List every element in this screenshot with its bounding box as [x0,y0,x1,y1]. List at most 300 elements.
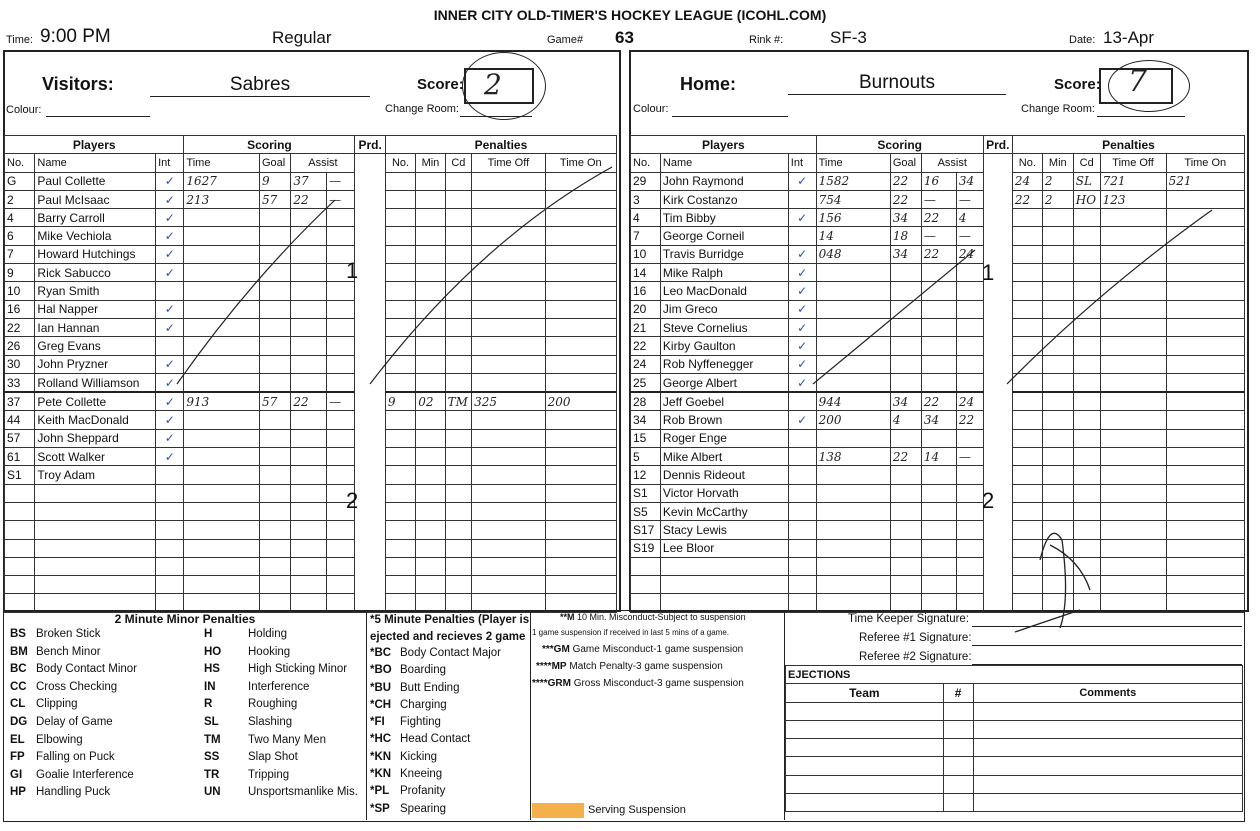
player-int-check: ✓ [788,264,816,282]
ejection-cell[interactable] [973,739,1242,757]
player-int-check: ✓ [788,172,816,190]
player-name: Paul Collette [35,172,156,190]
scoring-assist: — [921,190,956,208]
major-code: *HC [370,733,392,746]
player-number: S19 [631,539,661,557]
ejection-cell[interactable] [973,720,1242,738]
minor-code: HP [10,786,26,799]
visitors-colour-label: Colour: [6,104,42,116]
player-number: S17 [631,521,661,539]
player-number: G [5,172,35,190]
minor-code-2: H [204,628,213,640]
player-number: 4 [5,209,35,227]
player-int-check: ✓ [156,245,184,263]
scoring-goal: 9 [259,172,290,190]
minor-code: BS [10,628,26,640]
player-number: 14 [631,264,661,282]
scoring-goal: 57 [259,190,290,208]
player-name: Scott Walker [35,448,156,466]
minor-name-2: Slashing [248,715,293,728]
player-int-check: ✓ [788,355,816,373]
mp-code: ****MP [536,661,567,672]
visitors-col-name: Name [35,154,156,172]
player-number: S1 [5,466,35,484]
penalty-min: 2 [1042,190,1073,208]
minor-penalty-row [4,681,366,699]
scoring-assist2: — [956,190,983,208]
player-name: George Corneil [660,227,788,245]
penalty-time-off: 123 [1100,190,1166,208]
player-int-check: ✓ [788,318,816,336]
home-penalties-header: Penalties [1012,136,1244,154]
minor-code-2: UN [204,786,221,799]
mp-text: Match Penalty-3 game suspension [569,661,723,672]
visitors-col-goal: Goal [259,154,290,172]
ejection-cell[interactable] [786,757,944,775]
home-col-assist: Assist [921,154,983,172]
player-name: Hal Napper [35,300,156,318]
scoring-assist: 16 [921,172,956,190]
minor-list [4,628,366,804]
scoring-time: 213 [184,190,260,208]
major-name: Kicking [400,750,438,763]
minor-penalty-row [4,663,366,681]
major-penalty-row [368,803,530,820]
scoring-goal: 57 [259,392,290,411]
ejection-cell[interactable] [786,739,944,757]
player-int-check: ✓ [156,209,184,227]
scoring-assist: 22 [291,392,327,411]
game-label: Game# [547,34,584,46]
player-int-check: ✓ [788,300,816,318]
home-col-min: Min [1042,154,1073,172]
player-name: Jeff Goebel [660,392,788,411]
major-code: *BO [370,664,392,677]
player-int-check: ✓ [156,355,184,373]
player-number: 57 [5,429,35,447]
major-penalty-row [368,647,530,664]
player-number: 7 [5,245,35,263]
player-number: 16 [5,300,35,318]
minor-penalty-row [4,646,366,664]
gm-code: ***GM [542,644,570,655]
player-name: Ryan Smith [35,282,156,300]
scoring-assist: 14 [921,448,956,466]
penalty-time-on: 200 [545,392,616,411]
player-name: Howard Hutchings [35,245,156,263]
minor-code-2: TR [204,768,220,781]
home-penalty-slash [1007,210,1212,384]
date-value: 13-Apr [1103,28,1155,47]
player-name: Lee Bloor [660,539,788,557]
ejection-cell[interactable] [973,794,1242,812]
player-name: Victor Horvath [660,484,788,502]
player-name: Jim Greco [660,300,788,318]
ejection-cell[interactable] [943,702,973,720]
player-number: 4 [631,209,661,227]
player-number: 61 [5,448,35,466]
player-number: 10 [631,245,661,263]
player-number: 22 [631,337,661,355]
ejections-title: EJECTIONS [786,666,1243,684]
scoring-assist2: — [956,227,983,245]
minor-name-2: Holding [248,628,287,640]
minor-title: 2 Minute Minor Penalties [114,612,256,626]
player-int-check: ✓ [156,411,184,429]
timekeeper-line[interactable] [972,626,1242,627]
scoring-assist: 22 [921,209,956,227]
scoring-time: 913 [184,392,260,411]
visitors-col-int: Int [156,154,184,172]
player-name: Rolland Williamson [35,373,156,392]
major-penalty-row [368,751,530,768]
player-int-check: ✓ [156,392,184,411]
ejection-cell[interactable] [786,775,944,793]
scoring-assist2: 4 [956,209,983,227]
minor-code: BC [10,663,27,676]
minor-name-2: Two Many Men [248,733,326,746]
scoring-time: 156 [816,209,890,227]
scoring-time: 048 [816,245,890,263]
ref1-label: Referee #1 Signature: [859,632,972,644]
player-name: Mike Albert [660,448,788,466]
player-number: 12 [631,466,661,484]
minor-code: DG [10,715,28,728]
player-number: 16 [631,282,661,300]
ejection-cell[interactable] [943,757,973,775]
minor-code: EL [10,733,25,746]
scoring-assist2: — [956,448,983,466]
major-name: Kneeing [400,768,443,781]
player-name: John Raymond [660,172,788,190]
player-int-check: ✓ [156,300,184,318]
serving-swatch [532,803,584,818]
major-penalty-row [368,682,530,699]
player-int-check: ✓ [156,227,184,245]
penalty-cd: SL [1073,172,1100,190]
ejection-cell[interactable] [973,757,1242,775]
home-col-name: Name [660,154,788,172]
minor-code-2: IN [204,680,216,693]
player-name: Rob Nyffenegger [660,355,788,373]
major-code: *BC [370,647,392,659]
penalty-no: 9 [385,392,415,411]
visitors-score: 2 [484,68,502,101]
scoring-assist: 34 [921,411,956,429]
ejections-team-header: Team [786,684,944,702]
scoring-assist2: 22 [956,411,983,429]
visitors-prd-header: Prd. [355,136,385,154]
major-penalty-row [368,785,530,802]
minor-name-2: High Sticking Minor [248,663,348,676]
minor-code: FP [10,751,25,764]
player-number: 37 [5,392,35,411]
minor-name: Falling on Puck [36,751,115,764]
player-int-check: ✓ [156,264,184,282]
misconduct-block [532,612,784,689]
major-name: Head Contact [400,733,471,746]
visitors-scoring-header: Scoring [184,136,355,154]
minor-name-2: Slap Shot [248,751,298,764]
player-number: 34 [631,411,661,429]
minor-name: Goalie Interference [36,768,134,781]
scoring-goal: 34 [890,209,921,227]
scoring-assist2: — [327,190,355,208]
player-number: 2 [5,190,35,208]
home-team: Burnouts [788,72,1006,95]
minor-code: GI [10,768,23,781]
player-name: Mike Vechiola [35,227,156,245]
scoring-assist2: 34 [956,172,983,190]
m-text: 10 Min. Misconduct-Subject to suspension [577,612,746,622]
minor-name-2: Hooking [248,645,291,658]
player-name: Troy Adam [35,466,156,484]
player-number: 5 [631,448,661,466]
minor-penalty-row [4,751,366,769]
major-penalty-row [368,768,530,785]
major-name: Spearing [400,802,447,815]
major-code: *PL [370,785,390,798]
player-number: 28 [631,392,661,411]
player-name: Barry Carroll [35,209,156,227]
minor-penalty-row [4,716,366,734]
minor-name: Cross Checking [36,680,118,693]
player-number: 24 [631,355,661,373]
minor-name: Broken Stick [36,628,101,640]
player-name: Kevin McCarthy [660,502,788,520]
major-penalty-row [368,664,530,681]
visitors-col-no: No. [5,154,35,172]
ejection-cell[interactable] [943,794,973,812]
visitors-label: Visitors: [42,74,114,94]
player-name: Ian Hannan [35,318,156,336]
home-colour-label: Colour: [633,103,669,115]
home-players-header: Players [631,136,817,154]
home-period-2: 2 [982,488,995,513]
scoring-time: 944 [816,392,890,411]
scoring-assist2: 24 [956,392,983,411]
minor-code-2: HO [204,645,222,658]
game-type: Regular [272,28,332,47]
player-int-check: ✓ [156,373,184,392]
home-col-no: No. [631,154,661,172]
scoring-assist2: 24 [956,245,983,263]
player-name: Steve Cornelius [660,318,788,336]
player-name: Rob Brown [660,411,788,429]
minor-penalty-row [4,786,366,804]
minor-code: CC [10,680,27,693]
player-int-check: ✓ [788,209,816,227]
minor-name: Clipping [36,698,78,711]
player-name: Kirk Costanzo [660,190,788,208]
major-code: *FI [370,716,385,729]
visitors-col-time-off: Time Off [472,154,545,172]
grm-code: ****GRM [532,678,571,689]
minor-name: Delay of Game [36,715,113,728]
grm-text: Gross Misconduct-3 game suspension [573,678,744,689]
home-col-goal: Goal [890,154,921,172]
visitors-scoring-slash [177,200,335,384]
penalty-min: 2 [1042,172,1073,190]
scoring-assist: 22 [921,245,956,263]
player-number: 25 [631,373,661,392]
gm-text: Game Misconduct-1 game suspension [572,644,744,655]
visitors-team: Sabres [150,74,370,97]
major-list [368,647,530,820]
player-number: 33 [5,373,35,392]
scoring-assist2: — [327,172,355,190]
player-number: 15 [631,429,661,447]
visitors-penalties-header: Penalties [385,136,616,154]
scoring-time: 14 [816,227,890,245]
major-code: *KN [370,768,392,781]
player-name: Mike Ralph [660,264,788,282]
scoring-goal: 34 [890,245,921,263]
player-name: Roger Enge [660,429,788,447]
game-value: 63 [615,28,634,47]
ejection-cell[interactable] [943,775,973,793]
ejections-comments-header: Comments [973,684,1242,702]
visitors-period-2: 2 [346,488,359,513]
minor-name-2: Roughing [248,698,298,711]
divider-1 [366,610,367,820]
home-period-1: 1 [982,260,995,285]
major-name: Body Contact Major [400,647,501,659]
home-scoring-header: Scoring [816,136,983,154]
minor-name-2: Interference [248,680,310,693]
home-col-int: Int [788,154,816,172]
major-title: *5 Minute Penalties (Player is ejected and recieves 2 game [370,614,530,643]
minor-code-2: HS [204,663,220,676]
major-name: Butt Ending [400,681,460,694]
player-number: 30 [5,355,35,373]
player-name: George Albert [660,373,788,392]
major-penalty-row [368,733,530,750]
minor-code: BM [10,645,28,658]
penalty-cd: TM [445,392,472,411]
scoring-goal: 22 [890,448,921,466]
scoring-assist: 37 [291,172,327,190]
player-name: Dennis Rideout [660,466,788,484]
serving-label: Serving Suspension [588,804,686,816]
major-name: Charging [400,698,447,711]
home-col-time-on: Time On [1166,154,1244,172]
visitors-score-label: Score: [417,76,464,93]
player-int-check: ✓ [788,337,816,355]
player-number: 26 [5,337,35,355]
minor-name-2: Unsportsmanlike Mis. [248,786,358,799]
scoring-goal: 22 [890,172,921,190]
minor-code-2: SS [204,751,220,764]
home-scoring-slash [813,250,975,384]
minor-code-2: TM [204,733,221,746]
time-value: 9:00 PM [40,26,111,47]
visitors-players-header: Players [5,136,184,154]
major-code: *CH [370,698,392,711]
player-number: 10 [5,282,35,300]
penalty-no: 22 [1012,190,1042,208]
player-name: Stacy Lewis [660,521,788,539]
home-col-time-off: Time Off [1100,154,1166,172]
ejection-cell[interactable] [973,775,1242,793]
player-int-check: ✓ [156,318,184,336]
minor-penalty-row [4,734,366,752]
penalty-min: 02 [416,392,445,411]
ref1-line[interactable] [972,645,1242,646]
player-name: Travis Burridge [660,245,788,263]
ejection-cell[interactable] [786,794,944,812]
home-score: 7 [1128,64,1148,99]
major-penalty-row [368,716,530,733]
player-number: 7 [631,227,661,245]
ejection-cell[interactable] [786,702,944,720]
ejection-cell[interactable] [973,702,1242,720]
minor-name: Body Contact Minor [36,663,137,676]
rink-value: SF-3 [830,28,867,47]
player-int-check: ✓ [788,373,816,392]
penalty-cd: HO [1073,190,1100,208]
player-int-check: ✓ [156,429,184,447]
penalty-time-off: 325 [472,392,545,411]
ejection-cell[interactable] [943,739,973,757]
player-name: Leo MacDonald [660,282,788,300]
minor-penalty-row [4,628,366,646]
ref2-label: Referee #2 Signature: [859,651,972,663]
player-number: 21 [631,318,661,336]
penalty-no: 24 [1012,172,1042,190]
player-name: Pete Collette [35,392,156,411]
scoring-assist: 22 [921,392,956,411]
scoring-goal: 18 [890,227,921,245]
visitors-penalty-slash [370,167,612,384]
minor-code-2: R [204,698,213,711]
home-col-time: Time [816,154,890,172]
player-int-check: ✓ [788,282,816,300]
player-name: Keith MacDonald [35,411,156,429]
major-penalty-row [368,699,530,716]
player-int-check: ✓ [788,245,816,263]
player-number: 20 [631,300,661,318]
visitors-period-1: 1 [346,258,359,283]
player-number: 3 [631,190,661,208]
scoring-time: 138 [816,448,890,466]
timekeeper-label: Time Keeper Signature: [848,613,970,625]
scoring-time: 1582 [816,172,890,190]
minor-name: Bench Minor [36,645,101,658]
scoring-goal: 22 [890,190,921,208]
player-name: Tim Bibby [660,209,788,227]
player-name: John Pryzner [35,355,156,373]
time-label: Time: [6,34,34,46]
scoring-time: 1627 [184,172,260,190]
player-name: John Sheppard [35,429,156,447]
player-name: Kirby Gaulton [660,337,788,355]
home-prd-header: Prd. [983,136,1012,154]
visitors-col-min: Min [416,154,445,172]
visitors-change-room-label: Change Room: [385,103,459,115]
minor-code-2: SL [204,715,219,728]
player-name: Rick Sabucco [35,264,156,282]
ejection-cell[interactable] [786,720,944,738]
scoring-assist: — [921,227,956,245]
ejection-cell[interactable] [943,720,973,738]
player-int-check: ✓ [156,448,184,466]
ejections-table [785,665,1243,812]
player-number: S1 [631,484,661,502]
minor-code: CL [10,698,26,711]
minor-penalty-row [4,769,366,787]
player-number: 44 [5,411,35,429]
